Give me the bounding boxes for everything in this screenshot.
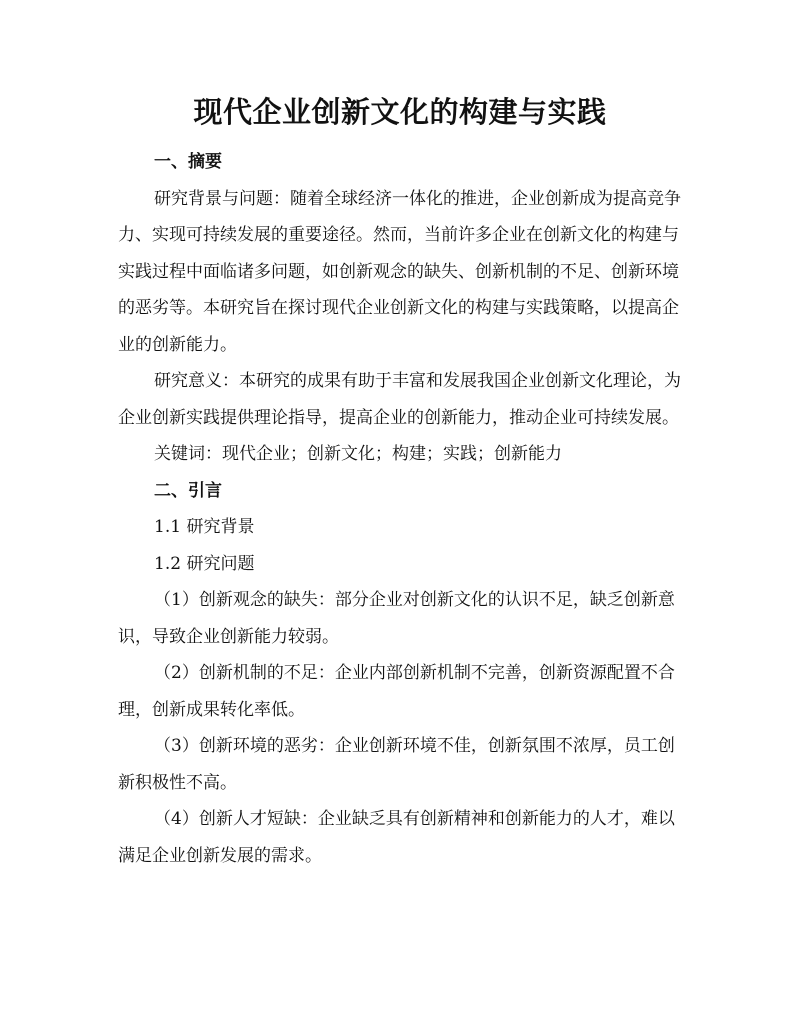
- abstract-background-paragraph: 研究背景与问题：随着全球经济一体化的推进，企业创新成为提高竞争力、实现可持续发展的重要途径。然而，当前许多企业在创新文化的构建与实践过程中面临诸多问题，如创新观念的缺失、创新机制的不足、创新环境的恶劣等。本研究旨在探讨现代企业创新文化的构建与实践策略，以提高企业的创新能力。: [118, 188, 681, 355]
- subsection-heading-problems: 1.2 研究问题: [154, 553, 255, 574]
- problem-item: （4）创新人才短缺：企业缺乏具有创新精神和创新能力的人才，难以满足企业创新发展的需求。: [118, 809, 675, 866]
- document-body: [118, 144, 686, 874]
- problem-item: （3）创新环境的恶劣：企业创新环境不佳，创新氛围不浓厚，员工创新积极性不高。: [118, 736, 675, 793]
- subsection-heading-background: 1.1 研究背景: [154, 517, 255, 537]
- section-heading-abstract: 一、摘要: [154, 152, 222, 172]
- document-title: 现代企业创新文化的构建与实践: [193, 95, 607, 129]
- abstract-significance-paragraph: 研究意义：本研究的成果有助于丰富和发展我国企业创新文化理论，为企业创新实践提供理论指导，提高企业的创新能力，推动企业可持续发展。: [118, 371, 681, 428]
- problem-item: （1）创新观念的缺失：部分企业对创新文化的认识不足，缺乏创新意识，导致企业创新能力较弱。: [118, 590, 675, 647]
- problem-item: （2）创新机制的不足：企业内部创新机制不完善，创新资源配置不合理，创新成果转化率低。: [118, 663, 675, 720]
- keywords-line: 关键词：现代企业；创新文化；构建；实践；创新能力: [154, 444, 562, 464]
- section-heading-introduction: 二、引言: [154, 480, 222, 501]
